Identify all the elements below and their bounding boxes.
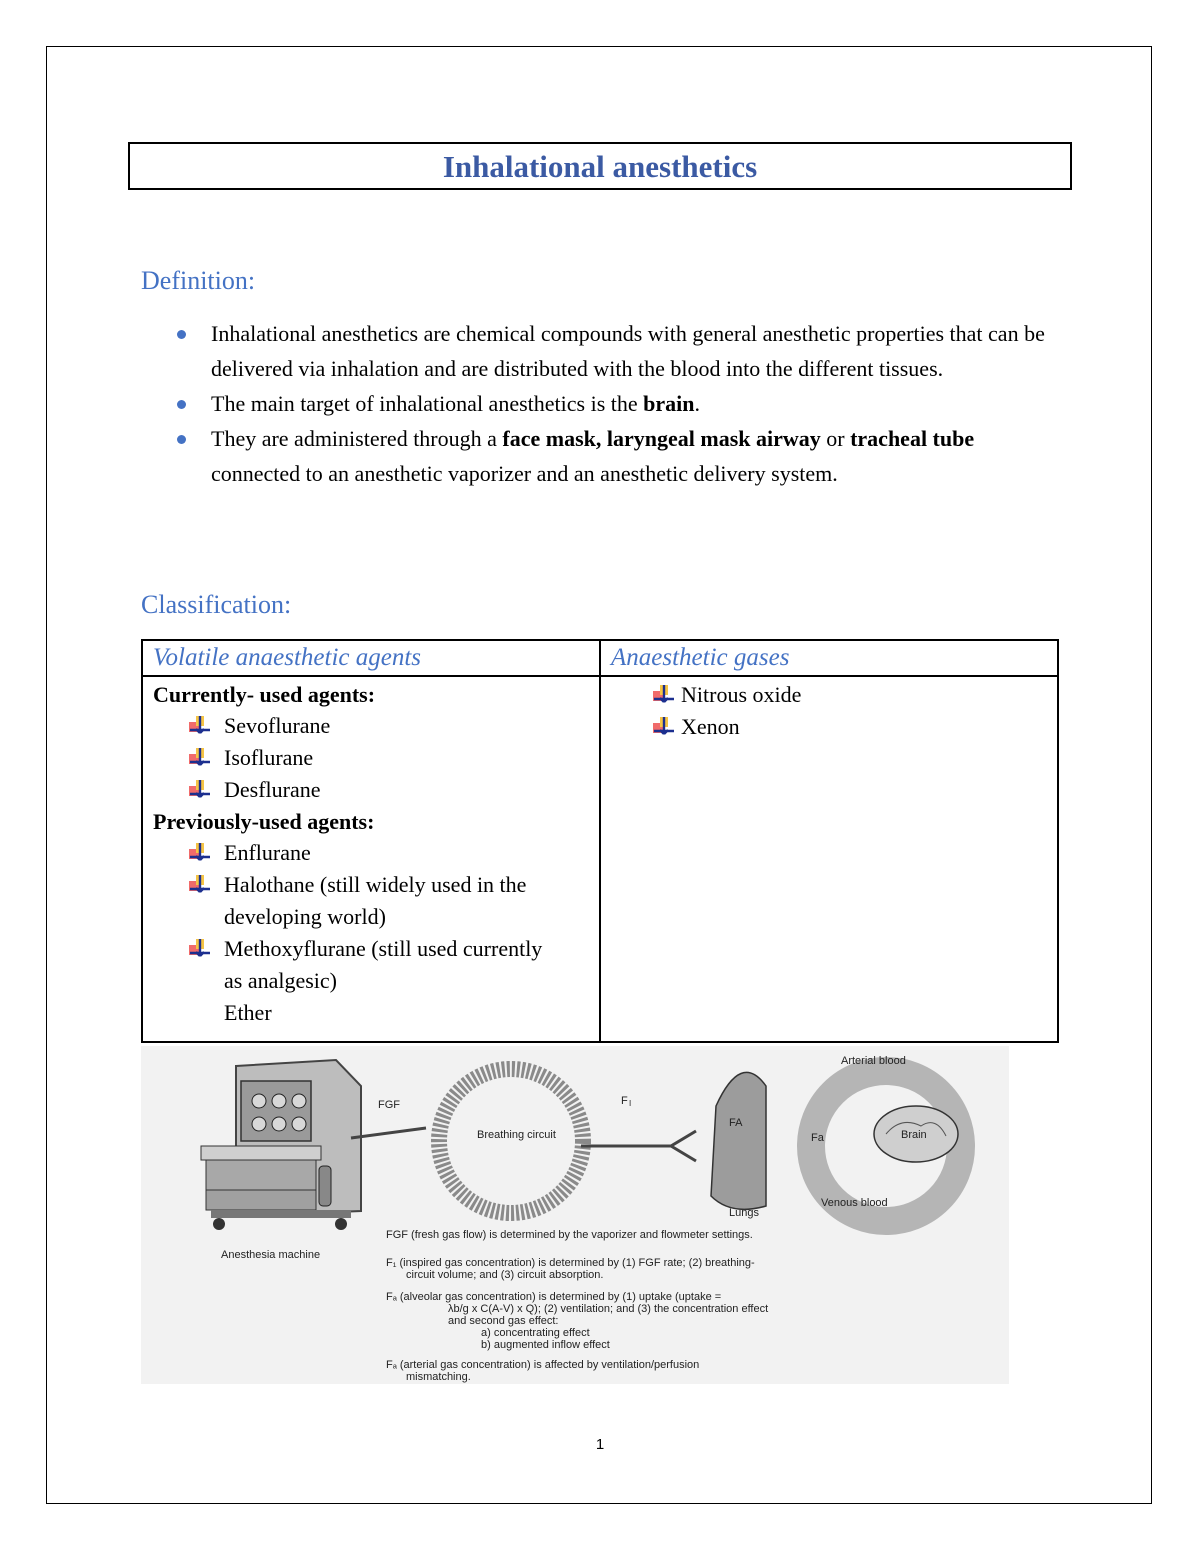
volatile-header-cell — [142, 640, 600, 676]
note-fi-1: F₁ (inspired gas concentration) is determined by (1) FGF rate; (2) breathing- — [386, 1257, 755, 1269]
title-box — [128, 142, 1072, 190]
bullet-2-bold: brain — [643, 391, 695, 416]
fa2-label: Fa — [811, 1132, 824, 1144]
note-fart-1: Fₐ (arterial gas concentration) is affected by ventilation/perfusion — [386, 1359, 700, 1371]
agent-name: Methoxyflurane (still used currently as analgesic) — [224, 936, 543, 993]
agent-name: Isoflurane — [224, 745, 314, 770]
definition-bullet-2 — [172, 386, 1052, 421]
gas-agent — [611, 711, 1057, 743]
breathing-circuit-label: Breathing circuit — [477, 1129, 556, 1141]
arrow-bullet-icon — [651, 685, 677, 707]
previous-agents-label: Previously-used agents: — [153, 809, 375, 834]
previous-agent-ether: Ether — [224, 1000, 272, 1025]
gas-name: Xenon — [681, 714, 740, 739]
classification-table — [141, 639, 1059, 1043]
bullet-3-bold-1: face mask, laryngeal mask airway — [502, 426, 821, 451]
note-fa-4: a) concentrating effect — [481, 1327, 590, 1339]
bullet-3-mid: or — [820, 426, 851, 451]
note-fgf: FGF (fresh gas flow) is determined by the vaporizer and flowmeter settings. — [386, 1229, 753, 1241]
agent-name: Halothane (still widely used in the developing world) — [224, 872, 527, 929]
page-number: 1 — [595, 1436, 605, 1453]
definition-list — [172, 316, 1052, 491]
arrow-bullet-icon — [187, 716, 213, 738]
definition-heading: Definition: — [141, 266, 256, 295]
brain-label: Brain — [901, 1129, 927, 1141]
lungs-label: Lungs — [729, 1207, 759, 1219]
gases-cell — [600, 676, 1058, 1042]
gas-agent — [611, 679, 1057, 711]
anesthesia-delivery-diagram — [141, 1046, 1009, 1384]
page-title: Inhalational anesthetics — [442, 149, 758, 184]
arterial-label: Arterial blood — [841, 1055, 906, 1067]
bullet-2-text: The main target of inhalational anesthetics is the — [211, 391, 644, 416]
note-fa-5: b) augmented inflow effect — [481, 1339, 610, 1351]
volatile-cell — [142, 676, 600, 1042]
previous-agent — [153, 869, 584, 933]
current-agent — [153, 774, 599, 806]
arrow-bullet-icon — [187, 780, 213, 802]
definition-bullet-1 — [172, 316, 1052, 386]
bullet-2-end: . — [694, 391, 700, 416]
venous-label: Venous blood — [821, 1197, 888, 1209]
bullet-3-end: connected to an anesthetic vaporizer and an anesthetic delivery system. — [211, 461, 838, 486]
note-fa-2: λb/g x C(A-V) x Q); (2) ventilation; and (3) the concentration effect — [448, 1303, 769, 1315]
gas-name: Nitrous oxide — [681, 682, 802, 707]
machine-label: Anesthesia machine — [221, 1249, 321, 1261]
arrow-bullet-icon — [187, 843, 213, 865]
note-fa-3: and second gas effect: — [448, 1315, 559, 1327]
arrow-bullet-icon — [651, 717, 677, 739]
bullet-3-bold-2: tracheal tube — [850, 426, 975, 451]
previous-agent — [153, 933, 554, 997]
current-agent — [153, 710, 599, 742]
previous-agent — [153, 837, 599, 869]
current-agent — [153, 742, 599, 774]
fi-sub-label: I — [629, 1099, 632, 1108]
fi-label: F — [621, 1095, 628, 1107]
arrow-bullet-icon — [187, 875, 213, 897]
fgf-label: FGF — [378, 1099, 400, 1111]
definition-bullet-3 — [172, 421, 1052, 491]
agent-name: Enflurane — [224, 840, 311, 865]
agent-name: Sevoflurane — [224, 713, 331, 738]
classification-heading: Classification: — [141, 590, 292, 619]
bullet-1-text: Inhalational anesthetics are chemical compounds with general anesthetic properties that can be delivered via inhalation and are distributed with the blood into the different tissues. — [211, 321, 1045, 381]
arrow-bullet-icon — [187, 748, 213, 770]
gases-header: Anaesthetic gases — [611, 644, 790, 671]
bullet-3-text: They are administered through a — [211, 426, 503, 451]
volatile-header: Volatile anaesthetic agents — [153, 644, 422, 671]
arrow-bullet-icon — [187, 939, 213, 961]
gases-header-cell — [600, 640, 1058, 676]
agent-name: Desflurane — [224, 777, 321, 802]
note-fi-2: circuit volume; and (3) circuit absorption. — [406, 1269, 604, 1281]
note-fart-2: mismatching. — [406, 1371, 471, 1383]
current-agents-label: Currently- used agents: — [153, 682, 376, 707]
fa-label: FA — [729, 1117, 743, 1129]
note-fa-1: Fₐ (alveolar gas concentration) is determined by (1) uptake (uptake = — [386, 1291, 722, 1303]
